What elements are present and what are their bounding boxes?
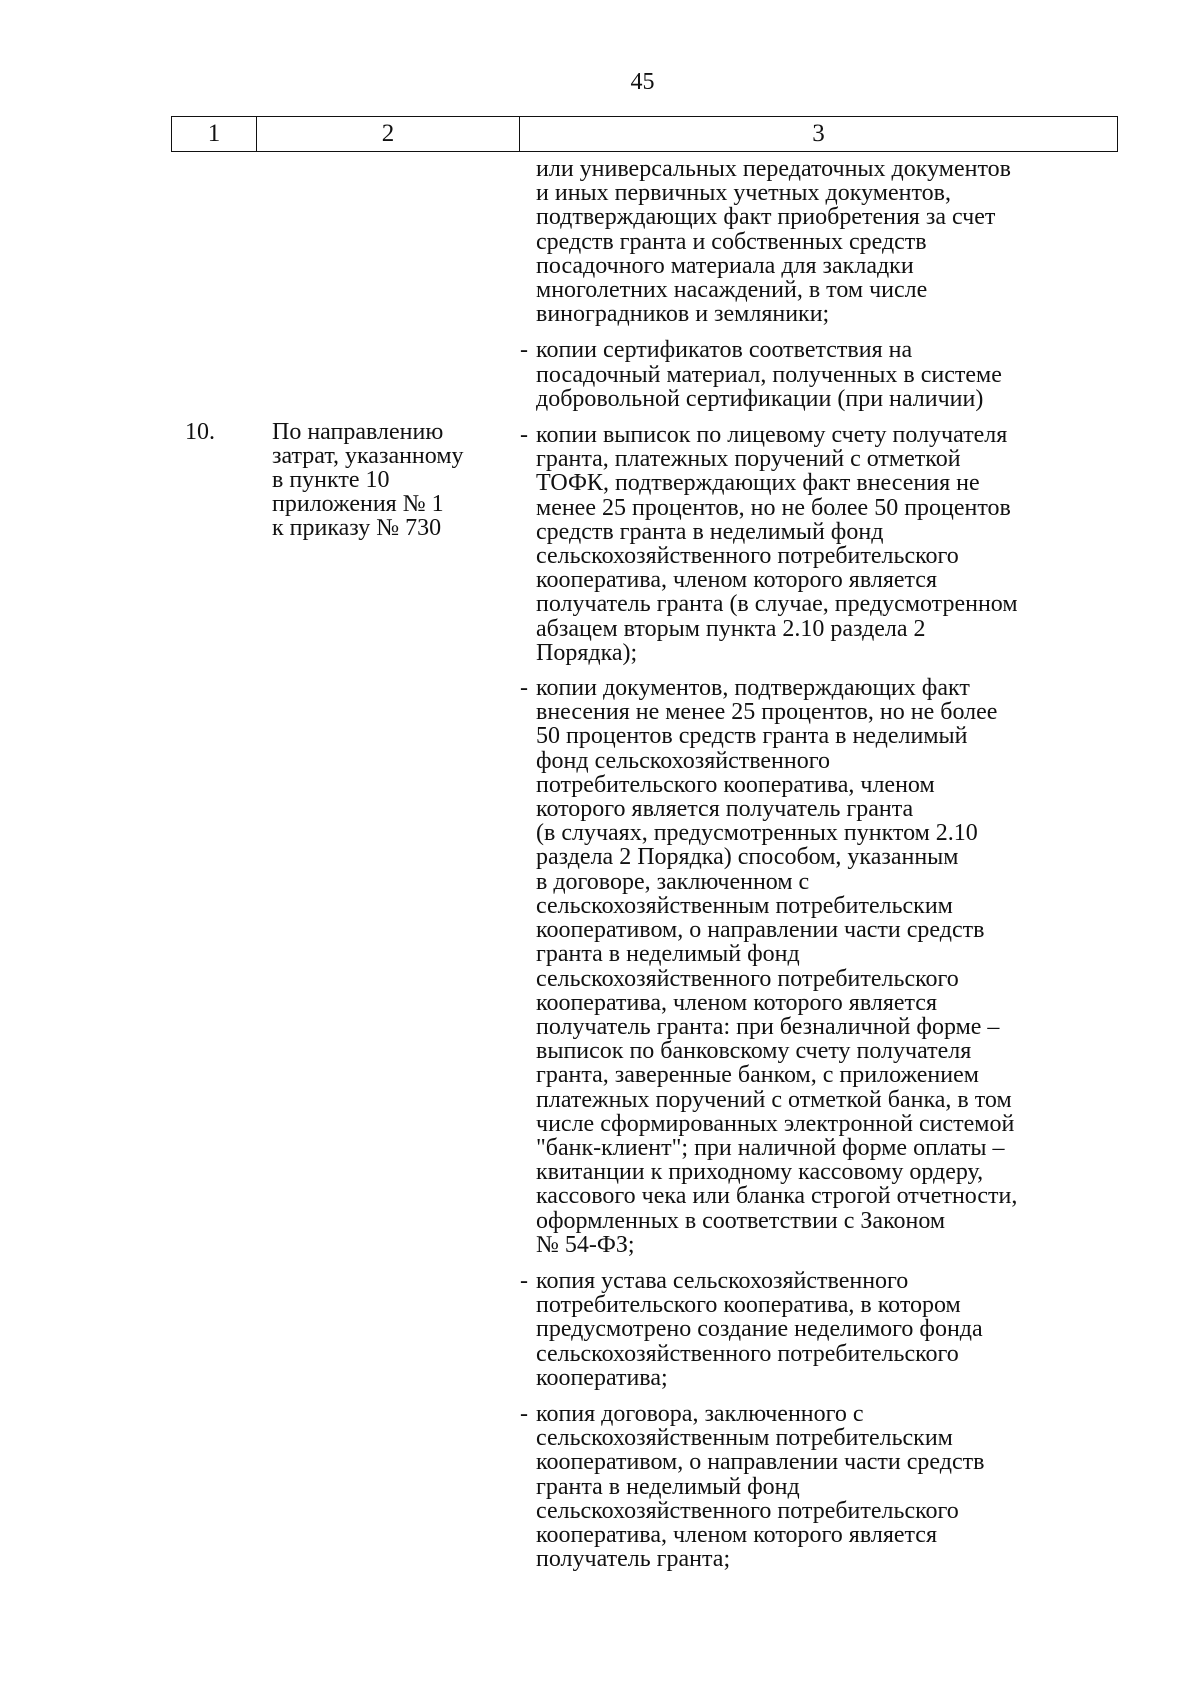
page-number: 45	[630, 69, 655, 95]
list-item-dash: -	[520, 337, 528, 364]
row-direction-text: По направлению затрат, указанному в пункте 10 приложения № 1 к приказу № 730	[272, 419, 464, 541]
list-item	[522, 423, 1122, 665]
list-item	[522, 1269, 1122, 1390]
list-item	[522, 338, 1122, 411]
list-item-text: копия устава сельскохозяйственного потребительского кооператива, в котором предусмотрено создание неделимого фонда сельскохозяйственного потребительского кооператива;	[536, 1267, 983, 1391]
table-header-col-3: 3	[812, 120, 825, 147]
table-header-col-1: 1	[172, 117, 257, 151]
list-item-text: копии сертификатов соответствия на посадочный материал, полученных в системе добровольной сертификации (при наличии)	[536, 337, 1002, 412]
list-item	[522, 157, 1122, 326]
row-number: 10.	[185, 419, 215, 445]
list-item-dash: -	[520, 675, 528, 702]
list-item-dash: -	[520, 422, 528, 449]
list-item-text: или универсальных передаточных документов и иных первичных учетных документов, подтверждающих факт приобретения за счет средств гранта и собственных средств посадочного материала для закладки многолетних насаждений, в том числе виноградников и земляники;	[536, 156, 1011, 328]
list-item-text: копии выписок по лицевому счету получателя гранта, платежных поручений с отметкой ТОФК, подтверждающих факт внесения не менее 25 процентов, но не более 50 процентов средств гранта в неделимый фонд сельскохозяйственного потребительского кооператива, членом которого является получатель гранта (в случае, предусмотренном абзацем вторым пункта 2.10 раздела 2 Порядка);	[536, 422, 1018, 666]
table-header-col-2: 2	[257, 117, 520, 151]
list-item-dash: -	[520, 1400, 528, 1427]
documents-list	[522, 157, 1122, 1585]
list-item-text: копии документов, подтверждающих факт внесения не менее 25 процентов, но не более 50 процентов средств гранта в неделимый фонд сельскохозяйственного потребительского кооператива, членом которого является получатель гранта (в случаях, предусмотренных пунктом 2.10 раздела 2 Порядка) способом, указанным в договоре, заключенном с сельскохозяйственным потребительским кооперативом, о направлении части средств гранта в неделимый фонд сельскохозяйственного потребительского кооператива, членом которого является получатель гранта: при безналичной форме – выписок по банковскому счету получателя гранта, заверенные банком, с приложением платежных поручений с отметкой банка, в том числе сформированных электронной системой "банк-клиент"; при наличной форме оплаты – квитанции к приходному кассовому ордеру, кассового чека или бланка строгой отчетности, оформленных в соответствии с Законом № 54-ФЗ;	[536, 675, 1018, 1258]
list-item-text: копия договора, заключенного с сельскохозяйственным потребительским кооперативом, о направлении части средств гранта в неделимый фонд сельскохозяйственного потребительского кооператива, членом которого является получатель гранта;	[536, 1400, 985, 1573]
list-item	[522, 1402, 1122, 1571]
list-item	[522, 676, 1122, 1257]
row-direction	[272, 420, 512, 540]
list-item-dash: -	[520, 1267, 528, 1294]
